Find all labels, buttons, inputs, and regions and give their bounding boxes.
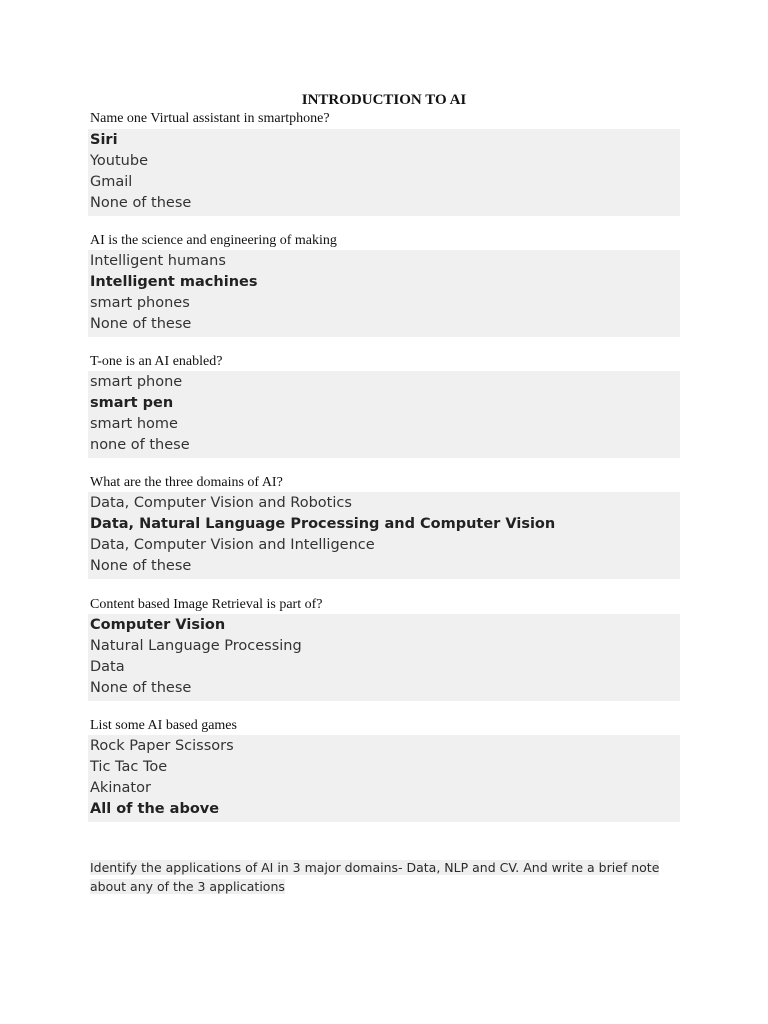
option: Gmail [90,174,133,190]
option-correct: Siri [90,132,118,148]
assignment-note-text: Identify the applications of AI in 3 major domains- Data, NLP and CV. And write a brief note about any of the 3 applications [90,860,660,894]
option: None of these [90,316,192,332]
option: smart phones [90,295,190,311]
option: Data, Computer Vision and Robotics [90,495,352,511]
option: Tic Tac Toe [90,759,168,775]
option: None of these [90,558,192,574]
question-4-options [88,492,680,579]
question-2-text: AI is the science and engineering of making [90,233,337,248]
question-5-text: Content based Image Retrieval is part of? [90,597,323,612]
option-correct: All of the above [90,801,220,817]
question-1-text: Name one Virtual assistant in smartphone? [90,111,330,126]
question-2-options [88,250,680,337]
option-correct: Intelligent machines [90,274,258,290]
option: None of these [90,195,192,211]
question-6-text: List some AI based games [90,718,237,733]
option: Intelligent humans [90,253,226,269]
question-5-options [88,614,680,701]
question-6-options [88,735,680,822]
question-1-options [88,129,680,216]
question-3-text: T-one is an AI enabled? [90,354,223,369]
question-3-options [88,371,680,458]
option: None of these [90,680,192,696]
option-correct: Data, Natural Language Processing and Computer Vision [90,516,556,532]
option: Youtube [90,153,148,169]
option: Data [90,659,125,675]
option: smart phone [90,374,183,390]
question-4-text: What are the three domains of AI? [90,475,283,490]
option: none of these [90,437,190,453]
option-correct: smart pen [90,395,174,411]
option: Natural Language Processing [90,638,302,654]
option: Akinator [90,780,151,796]
option-correct: Computer Vision [90,617,226,633]
option: Data, Computer Vision and Intelligence [90,537,375,553]
document-title: INTRODUCTION TO AI [301,92,467,108]
option: Rock Paper Scissors [90,738,234,754]
option: smart home [90,416,178,432]
assignment-note [90,858,670,896]
